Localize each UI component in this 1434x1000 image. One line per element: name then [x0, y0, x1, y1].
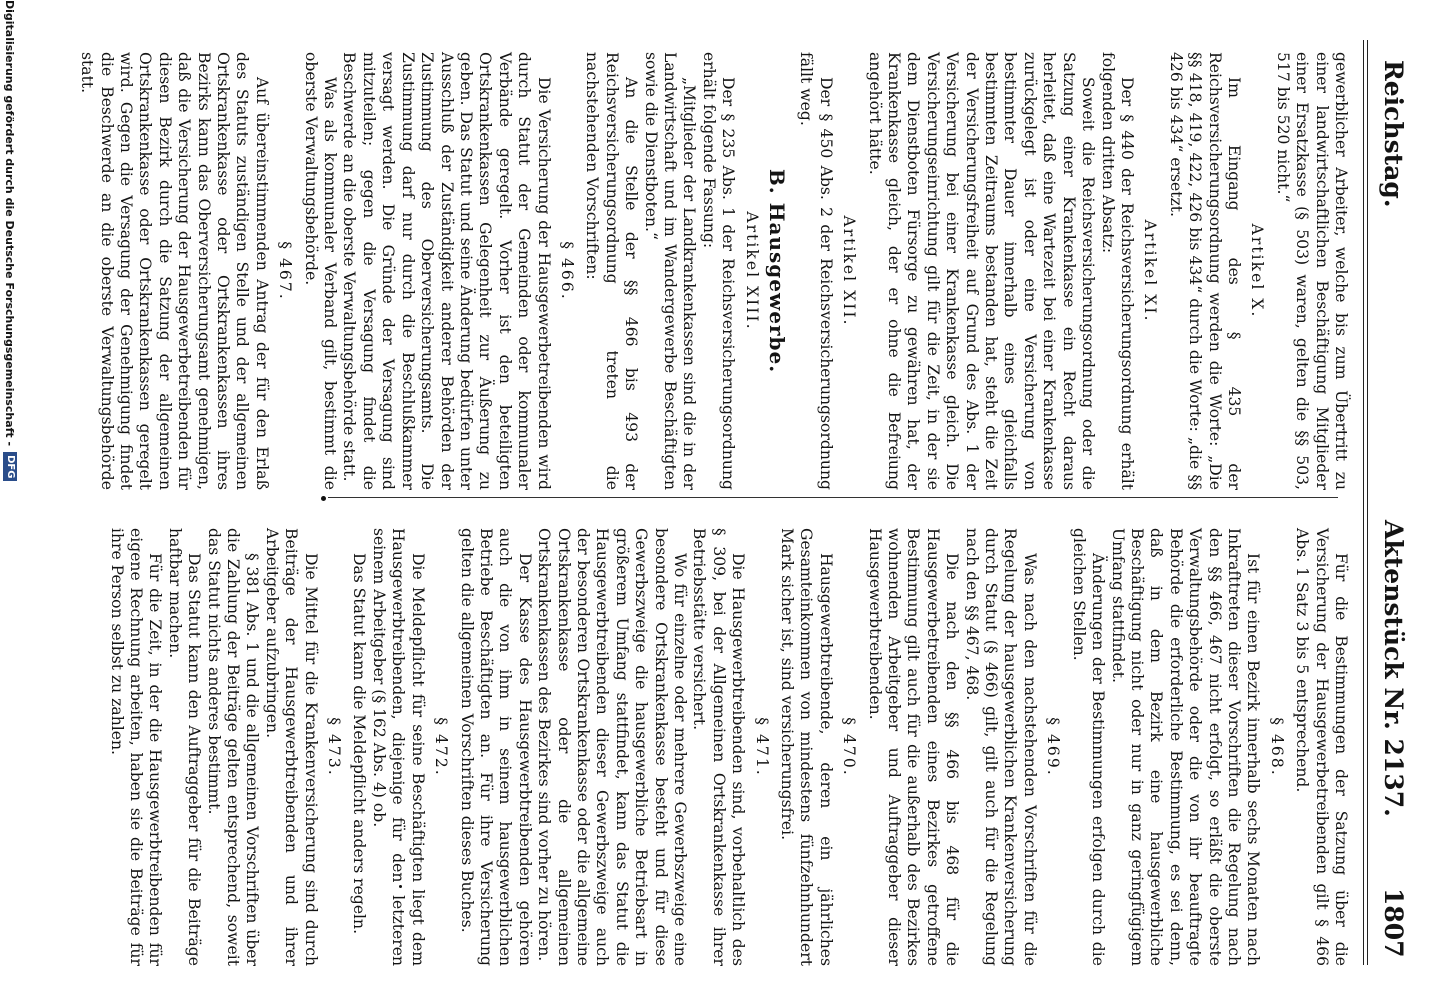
credit-text: Digitalisierung gefördert durch die Deutsche Forschungsgemeinschaft - [3, 0, 17, 447]
paragraph: gewerblicher Arbeiter, welche bis zum Übertritt zu einer landwirtschaftlichen Beschäftigung Mitglieder einer Ersatzkasse (§ 503) waren, gelten die §§ 503, 517 bis 520 nicht.“ [1273, 52, 1350, 490]
paragraph-heading: § 469. [1044, 717, 1063, 777]
article-heading: Artikel X. [1248, 223, 1267, 319]
paragraph: Das Statut kann den Auftraggeber für die Beiträge haftbar machen. [165, 528, 204, 966]
paragraph: Die Meldepflicht für seine Beschäftigten liegt dem Hausgewerbtreibenden, diejenige für den letzteren seinem Arbeitgeber (§ 162 Abs. 4) ob. [369, 528, 427, 966]
paragraph: „Mitglieder der Landkrankenkassen sind die in der Landwirtschaft und im Wandergewerbe Beschäftigten sowie die Dienstboten.“ [641, 52, 699, 490]
paragraph: Für die Bestimmungen der Satzung über die Versicherung der Hausgewerbetreibenden gilt § 466 Abs. 1 Satz 3 bis 5 entsprechend. [1293, 528, 1350, 966]
paragraph-heading: § 470. [840, 717, 859, 777]
paragraph: Die Hausgewerbtreibenden sind, vorbehaltlich des § 309, bei der Allgemeinen Ortskrankenkasse ihrer Betriebsstätte versichert. [690, 528, 748, 966]
paragraph: Im Eingang des § 435 der Reichsversicherungsordnung werden die Worte: „Die §§ 418, 419, 422, 426 bis 434“ durch die Worte: „die §§ 426 bis 434“ ersetzt. [1166, 52, 1243, 490]
paragraph: Ist für einen Bezirk innerhalb sechs Monaten nach Inkrafttreten dieser Vorschriften die Regelung nach den §§ 466, 467 nicht erfolgt, so erläßt die oberste Verwaltungsbehörde oder die von ihr beauftragte Behörde die erforderliche Bestimmung, es sei denn, daß in dem Bezirk eine hausgewerbliche Beschäftigung nicht oder nur in ganz geringfügigem Umfang stattfindet. [1108, 528, 1263, 966]
header-left: Reichstag. [1379, 60, 1408, 208]
paragraph: Der Kasse des Hausgewerbtreibenden gehören auch die von ihm in seinem hausgewerblichen Betriebe Beschäftigten an. Für ihre Versicherung gelten die allgemeinen Vorschriften dieses Buches. [457, 528, 534, 966]
article-heading: Artikel XIII. [742, 211, 761, 331]
article-heading: Artikel XII. [840, 215, 859, 327]
left-column [77, 52, 1350, 490]
ink-dot [321, 496, 326, 501]
paragraph: Der § 235 Abs. 1 der Reichsversicherungsordnung erhält folgende Fassung: [699, 52, 738, 490]
paragraph: Die Mittel für die Krankenversicherung sind durch Beiträge der Hausgewerbtreibenden und ihrer Arbeitgeber aufzubringen. [262, 528, 320, 966]
article-heading: Artikel XI. [1141, 219, 1160, 323]
paragraph-heading: § 473. [325, 717, 344, 777]
paragraph: Wo für einzelne oder mehrere Gewerbszweige eine besondere Ortskrankenkasse besteht und für diese Gewerbszweige die hausgewerbliche Betriebsart in größerem Umfang stattfindet, kann das Statut die Hausgewerbtreibenden dieser Gewerbszweige auch der besonderen Ortskrankenkasse oder die allgemeine Ortskrankenkasse oder die allgemeinen Ortskrankenkassen des Bezirkes sind vorher zu hören. [535, 528, 689, 966]
paragraph: Das Statut kann die Meldepflicht anders regeln. [350, 552, 369, 935]
paragraph: Der § 450 Abs. 2 der Reichsversicherungsordnung fällt weg. [797, 52, 835, 490]
paragraph: Soweit die Reichsversicherungsordnung oder die Satzung einer Krankenkasse ein Recht daraus herleitet, daß eine Wartezeit bei einer Krankenkasse zurückgelegt ist oder eine Versicherung von bestimmter Dauer innerhalb eines gleichfalls bestimmten Zeitraums bestanden hat, steht die Zeit der Versicherungsfreiheit auf Grund des Abs. 1 der Versicherung bei einer Krankenkasse gleich. Die Versicherungseinrichtung gilt für die Zeit, in der sie dem Dienstboten Fürsorge zu gewähren hat, der Krankenkasse gleich, der er ohne die Befreiung angehört hätte. [865, 52, 1098, 490]
right-column [106, 528, 1350, 966]
column-divider [328, 497, 1338, 498]
paragraph: Auf übereinstimmenden Antrag der für den Erlaß des Statuts zuständigen Stelle und der allgemeinen Ortskrankenkasse oder Ortskrankenkassen ihres Bezirks kann das Oberversicherungsamt genehmigen, daß die Versicherung der Hausgewerbetreibenden für diesen Bezirk durch die Satzung der allgemeinen Ortskrankenkasse oder Ortskrankenkassen geregelt wird. Gegen die Versagung der Genehmigung findet die Beschwerde an die oberste Verwaltungsbehörde statt. [78, 52, 271, 490]
page-number: 1807 [1379, 888, 1408, 958]
paragraph-heading: § 472. [432, 717, 451, 777]
paragraph: Hausgewerbtreibende, deren ein jährliches Gesamteinkommen von mindestens fünfzehnhundert Mark sicher ist, sind versicherungsfrei. [778, 528, 835, 966]
dfg-logo: DFG [3, 452, 17, 481]
paragraph: Was nach den nachstehenden Vorschriften für die Regelung der hausgewerblichen Krankenversicherung durch Statut (§ 466) gilt, gilt auch für die Regelung nach den §§ 467, 468. [962, 528, 1039, 966]
paragraph-heading: § 467. [276, 241, 295, 301]
paragraph: Die Versicherung der Hausgewerbetreibenden wird durch Statut der Gemeinden oder kommunaler Verbände geregelt. Vorher ist den beteiligten Ortskrankenkassen Gelegenheit zur Äußerung zu geben. Das Statut und seine Änderung bedürfen unter Ausschluß der Zuständigkeit anderer Behörden der Zustimmung des Oberversicherungsamts. Die Zustimmung darf nur durch die Beschlußkammer versagt werden. Die Gründe der Versagung sind mitzuteilen; gegen die Versagung findet die Beschwerde an die oberste Verwaltungsbehörde statt. [340, 52, 553, 490]
paragraph: Der § 440 der Reichsversicherungsordnung erhält folgenden dritten Absatz: [1098, 52, 1136, 490]
section-heading: B. Hausgewerbe. [765, 168, 790, 374]
paragraph: An die Stelle der §§ 466 bis 493 der Reichsversicherungsordnung treten die nachstehenden Vorschriften: [583, 52, 641, 490]
header-rule [1367, 40, 1368, 965]
paragraph: Was als kommunaler Verband gilt, bestimmt die oberste Verwaltungsbehörde. [301, 52, 340, 490]
paragraph: § 381 Abs. 1 und die allgemeinen Vorschriften über die Zahlung der Beiträge gelten entsprechend, soweit das Statut nichts anderes bestimmt. [204, 528, 262, 966]
header-rule-2 [1363, 40, 1364, 965]
paragraph-heading: § 468. [1267, 717, 1286, 777]
paragraph-heading: § 466. [557, 241, 576, 301]
paragraph: Für die Zeit, in der die Hausgewerbtreibenden für eigene Rechnung arbeiten, haben sie die Beiträge für ihre Person selbst zu zahlen. [107, 528, 165, 966]
digitization-credit [0, 0, 20, 1000]
paragraph-heading: § 471. [752, 717, 771, 777]
paragraph: Änderungen der Bestimmungen erfolgen durch die gleichen Stellen. [1069, 528, 1108, 966]
header-title: Aktenstück Nr. 2137. [1379, 520, 1408, 817]
paragraph: Die nach den §§ 466 bis 468 für die Hausgewerbetreibenden eines Bezirkes getroffene Bestimmung gilt auch für die außerhalb des Bezirkes wohnenden Arbeitgeber und Auftraggeber dieser Hausgewerbtreibenden. [865, 528, 962, 966]
